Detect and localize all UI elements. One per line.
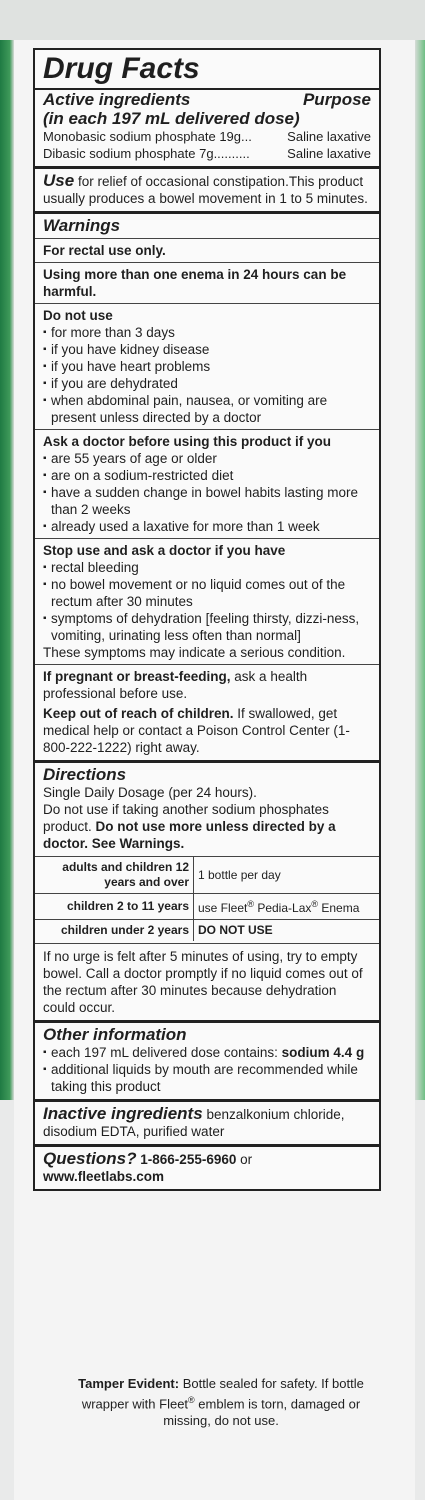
package-edge-right	[415, 40, 425, 1100]
use-text: for relief of occasional constipation.This product usually produces a bowel movement in 1 to 5 minutes.	[43, 174, 368, 206]
list-item: ▪ if you have kidney disease	[43, 341, 371, 358]
stop-use-note: These symptoms may indicate a serious condition.	[43, 645, 346, 660]
table-cell: 1 bottle per day	[194, 857, 380, 894]
keep-out-block	[43, 705, 371, 756]
registered-mark: ®	[311, 899, 319, 909]
table-row	[35, 894, 379, 920]
inactive-section	[35, 1099, 379, 1144]
list-item: ▪ are on a sodium-restricted diet	[43, 467, 371, 484]
directions-line2: Do not use if taking another sodium phosphates product.	[43, 802, 329, 834]
list-item: ▪ when abdominal pain, nausea, or vomiting are present unless directed by a doctor	[43, 392, 371, 426]
directions-heading: Directions	[43, 765, 127, 784]
list-item: ▪ rectal bleeding	[43, 559, 371, 576]
directions-line2-bold: Do not use more unless directed by a doctor. See Warnings.	[43, 819, 336, 851]
drug-facts-box	[33, 48, 381, 1191]
inactive-heading: Inactive ingredients	[43, 1104, 203, 1123]
ingredient-name: Dibasic sodium phosphate 7g	[43, 146, 214, 161]
pregnancy-block	[35, 664, 379, 756]
dose-post: Enema	[318, 901, 360, 915]
questions-phone: 1-866-255-6960	[140, 1152, 237, 1167]
list-item: ▪ if you are dehydrated	[43, 375, 371, 392]
do-not-use-block	[35, 303, 379, 426]
dose-mid: Pedia-Lax	[254, 901, 312, 915]
active-ingredients-section	[35, 50, 379, 166]
keep-out-bold: Keep out of reach of children.	[43, 706, 234, 721]
table-cell: children 2 to 11 years	[35, 894, 194, 920]
package-edge-left	[0, 40, 14, 1100]
questions-or: or	[240, 1152, 253, 1167]
tamper-evident-notice	[66, 1375, 376, 1429]
multiple-enema-warning: Using more than one enema in 24 hours can be harmful.	[35, 262, 379, 300]
purpose-heading: Purpose	[302, 90, 371, 109]
list-item: ▪ are 55 years of age or older	[43, 450, 371, 467]
ingredient-row	[43, 128, 371, 145]
questions-section	[35, 1144, 379, 1189]
list-item: ▪ if you have heart problems	[43, 358, 371, 375]
leader-dots: ...	[241, 129, 252, 144]
leader-dots: ..........	[213, 146, 250, 161]
registered-mark: ®	[247, 899, 254, 909]
dosage-table	[35, 856, 379, 941]
list-item: ▪ for more than 3 days	[43, 324, 371, 341]
package-top	[0, 0, 425, 40]
tamper-bold: Tamper Evident:	[78, 1376, 180, 1391]
other-info-heading: Other information	[43, 1025, 187, 1044]
active-heading: Active ingredients	[43, 90, 191, 109]
list-item: ▪ already used a laxative for more than 1 week	[43, 518, 371, 535]
table-cell: adults and children 12 years and over	[35, 857, 194, 894]
list-item: ▪ additional liquids by mouth are recommended while taking this product	[43, 1061, 371, 1095]
stop-use-heading: Stop use and ask a doctor if you have	[43, 543, 286, 558]
active-subheading: (in each 197 mL delivered dose)	[43, 109, 300, 128]
warnings-heading: Warnings	[43, 216, 121, 235]
page-title: Drug Facts	[35, 52, 379, 90]
tamper-text2: emblem is torn, damaged or missing, do not use.	[163, 1396, 361, 1429]
table-row	[35, 857, 379, 894]
list-item: ▪ have a sudden change in bowel habits lasting more than 2 weeks	[43, 484, 371, 518]
list-item: ▪ no bowel movement or no liquid comes out of the rectum after 30 minutes	[43, 576, 371, 610]
other-item1-text: each 197 mL delivered dose contains:	[51, 1045, 278, 1060]
table-cell: DO NOT USE	[194, 920, 380, 942]
stop-use-block	[35, 538, 379, 661]
ask-doctor-heading: Ask a doctor before using this product if you	[43, 434, 332, 449]
list-item	[43, 1044, 371, 1061]
ingredient-name: Monobasic sodium phosphate 19g	[43, 129, 242, 144]
warnings-section	[35, 211, 379, 760]
questions-heading: Questions?	[43, 1149, 137, 1168]
inactive-text: benzalkonium chloride, disodium EDTA, purified water	[43, 1107, 345, 1139]
table-cell: children under 2 years	[35, 920, 194, 942]
directions-section	[35, 760, 379, 1020]
list-item: ▪ symptoms of dehydration [feeling thirsty, dizzi-ness, vomiting, urinating less often than normal]	[43, 610, 371, 644]
table-row	[35, 920, 379, 942]
ingredient-row	[43, 145, 371, 162]
ingredient-purpose: Saline laxative	[287, 146, 371, 161]
rectal-use-warning: For rectal use only.	[35, 238, 379, 259]
pregnancy-bold: If pregnant or breast-feeding,	[43, 669, 231, 684]
use-section	[35, 166, 379, 211]
ask-doctor-block	[35, 429, 379, 535]
registered-mark: ®	[188, 1395, 195, 1405]
table-cell	[194, 894, 380, 920]
tamper-text1: Bottle sealed for safety. If bottle wrapper with Fleet	[81, 1376, 364, 1412]
other-info-section	[35, 1020, 379, 1099]
other-item1-bold: sodium 4.4 g	[281, 1045, 365, 1060]
directions-line2-block	[43, 801, 371, 852]
do-not-use-heading: Do not use	[43, 308, 113, 323]
directions-line1: Single Daily Dosage (per 24 hours).	[43, 785, 257, 800]
directions-after: If no urge is felt after 5 minutes of using, try to empty bowel. Call a doctor promptly if no liquid comes out of the rectum after 30 minutes because dehydration could occur.	[35, 943, 379, 1016]
ingredient-purpose: Saline laxative	[287, 129, 371, 144]
keep-out-text: If swallowed, get medical help or contact a Poison Control Center (1-800-222-1222) right away.	[43, 706, 350, 755]
use-heading: Use	[43, 171, 75, 190]
questions-website: www.fleetlabs.com	[43, 1169, 165, 1184]
dose-pre: use Fleet	[198, 901, 248, 915]
pregnancy-text: ask a health professional before use.	[43, 669, 308, 701]
